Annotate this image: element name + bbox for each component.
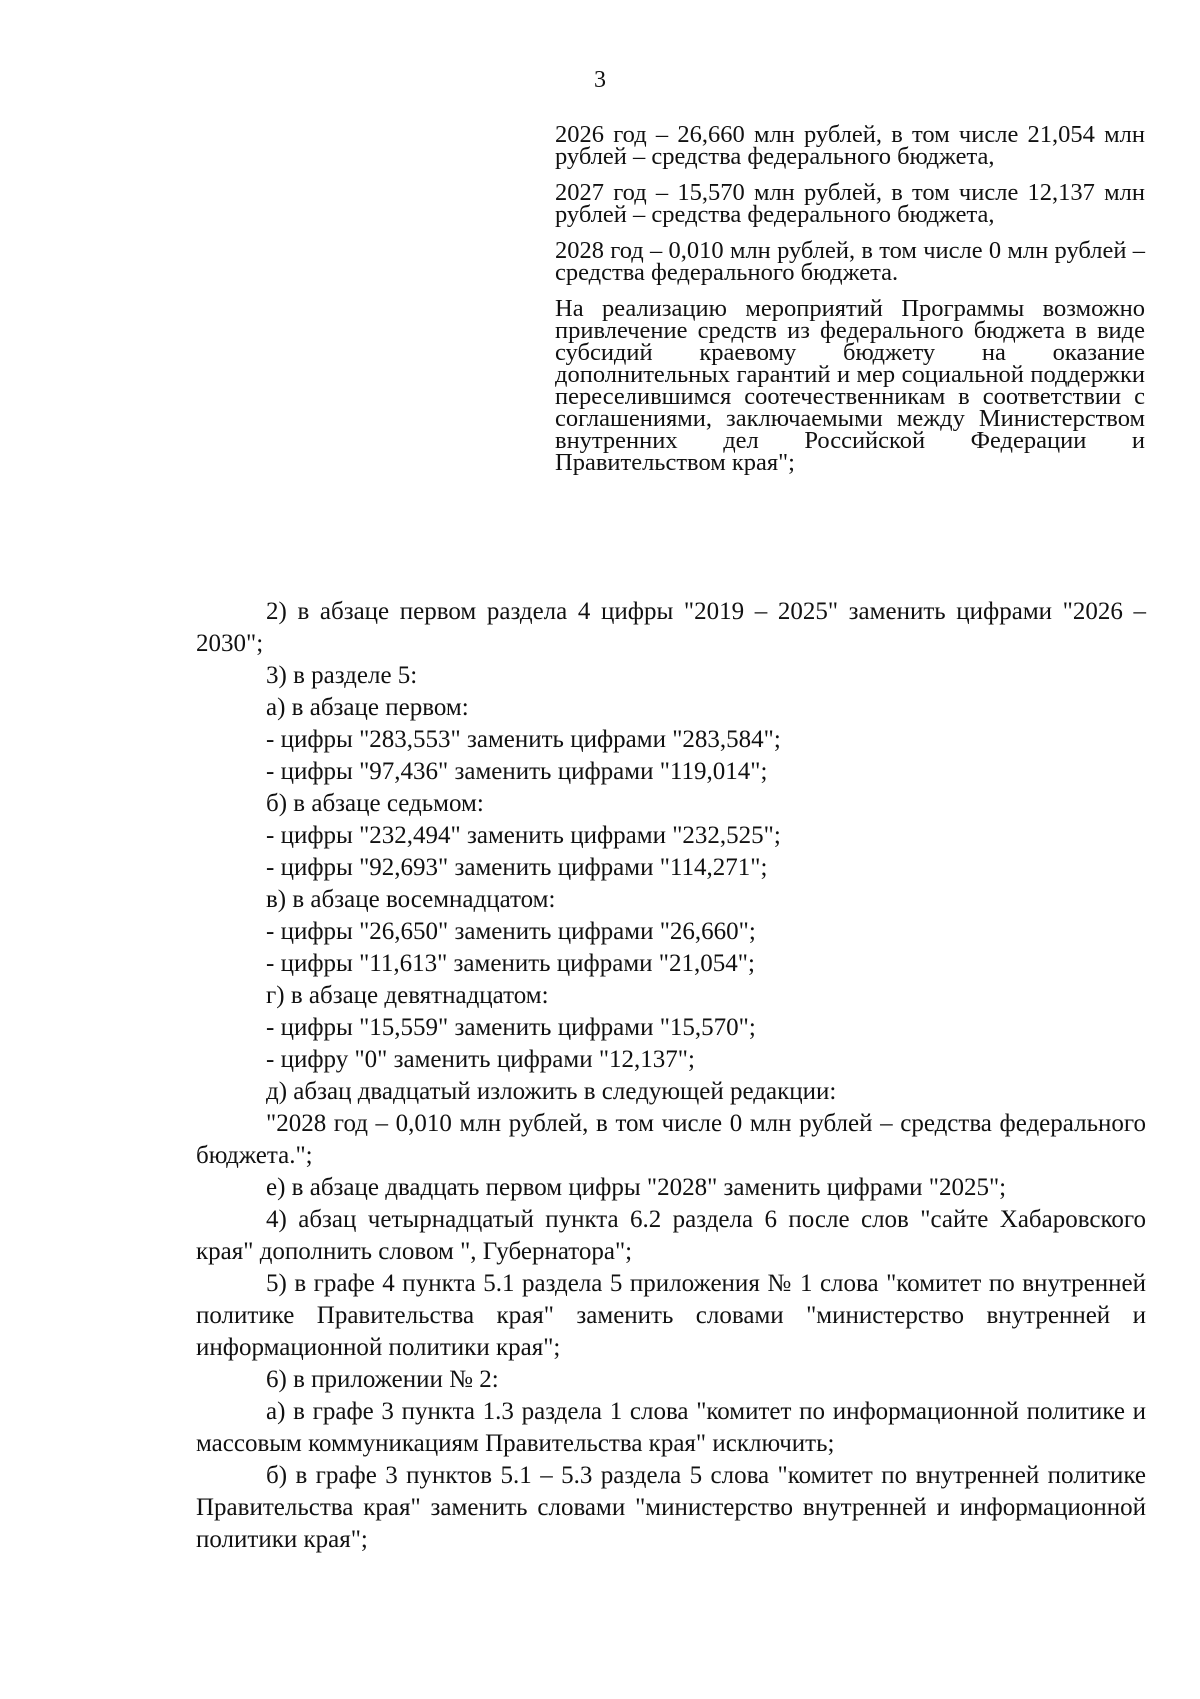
amendment-paragraph: а) в графе 3 пункта 1.3 раздела 1 слова "комитет по информационной политике и массовым коммуникациям Правительства края" исключить; [196, 1398, 1146, 1457]
amendment-paragraph: б) в абзаце седьмом: [266, 790, 484, 817]
amendment-paragraph: - цифры "15,559" заменить цифрами "15,570"; [266, 1014, 756, 1041]
funding-paragraph-2026: 2026 год – 26,660 млн рублей, в том числе 21,054 млн рублей – средства федерального бюджета, [555, 121, 1145, 170]
amendment-paragraph: в) в абзаце восемнадцатом: [266, 886, 556, 913]
amendment-paragraph: а) в абзаце первом: [266, 694, 469, 721]
amendment-paragraph: 2) в абзаце первом раздела 4 цифры "2019 – 2025" заменить цифрами "2026 – 2030"; [196, 598, 1146, 657]
funding-paragraph-2028: 2028 год – 0,010 млн рублей, в том числе 0 млн рублей – средства федерального бюджета. [555, 237, 1145, 286]
amendment-paragraph: 5) в графе 4 пункта 5.1 раздела 5 приложения № 1 слова "комитет по внутренней политике Правительства края" заменить словами "министерство внутренней и информационной политики края"; [196, 1270, 1146, 1361]
funding-text-block [555, 121, 1145, 488]
amendment-paragraph: 4) абзац четырнадцатый пункта 6.2 раздела 6 после слов "сайте Хабаровского края" дополнить словом ", Губернатора"; [196, 1206, 1146, 1265]
amendment-paragraph: - цифры "283,553" заменить цифрами "283,584"; [266, 726, 781, 753]
amendment-paragraph: - цифры "97,436" заменить цифрами "119,014"; [266, 758, 768, 785]
funding-paragraph-2027: 2027 год – 15,570 млн рублей, в том числе 12,137 млн рублей – средства федерального бюджета, [555, 179, 1145, 228]
amendment-paragraph: - цифру "0" заменить цифрами "12,137"; [266, 1046, 695, 1073]
page-number: 3 [594, 67, 606, 93]
amendment-paragraph: "2028 год – 0,010 млн рублей, в том числе 0 млн рублей – средства федерального бюджета."; [196, 1110, 1146, 1169]
funding-paragraph-subsidies: На реализацию мероприятий Программы возможно привлечение средств из федерального бюджета в виде субсидий краевому бюджету на оказание дополнительных гарантий и мер социальной поддержки переселившимся соотечественникам в соответствии с соглашениями, заключаемыми между Министерством внутренних дел Российской Федерации и Правительством края"; [555, 295, 1145, 476]
amendment-paragraph: 6) в приложении № 2: [266, 1366, 499, 1393]
amendment-paragraph: - цифры "232,494" заменить цифрами "232,525"; [266, 822, 781, 849]
amendment-paragraph: г) в абзаце девятнадцатом: [266, 982, 549, 1009]
amendment-paragraph: 3) в разделе 5: [266, 662, 418, 689]
amendment-paragraph: д) абзац двадцатый изложить в следующей редакции: [266, 1078, 837, 1105]
amendment-paragraph: е) в абзаце двадцать первом цифры "2028" заменить цифрами "2025"; [266, 1174, 1007, 1201]
amendments-list [196, 596, 1146, 1556]
amendment-paragraph: - цифры "11,613" заменить цифрами "21,054"; [266, 950, 755, 977]
amendment-paragraph: - цифры "92,693" заменить цифрами "114,271"; [266, 854, 768, 881]
amendment-paragraph: - цифры "26,650" заменить цифрами "26,660"; [266, 918, 756, 945]
amendment-paragraph: б) в графе 3 пунктов 5.1 – 5.3 раздела 5 слова "комитет по внутренней политике Правительства края" заменить словами "министерство внутренней и информационной политики края"; [196, 1462, 1146, 1553]
